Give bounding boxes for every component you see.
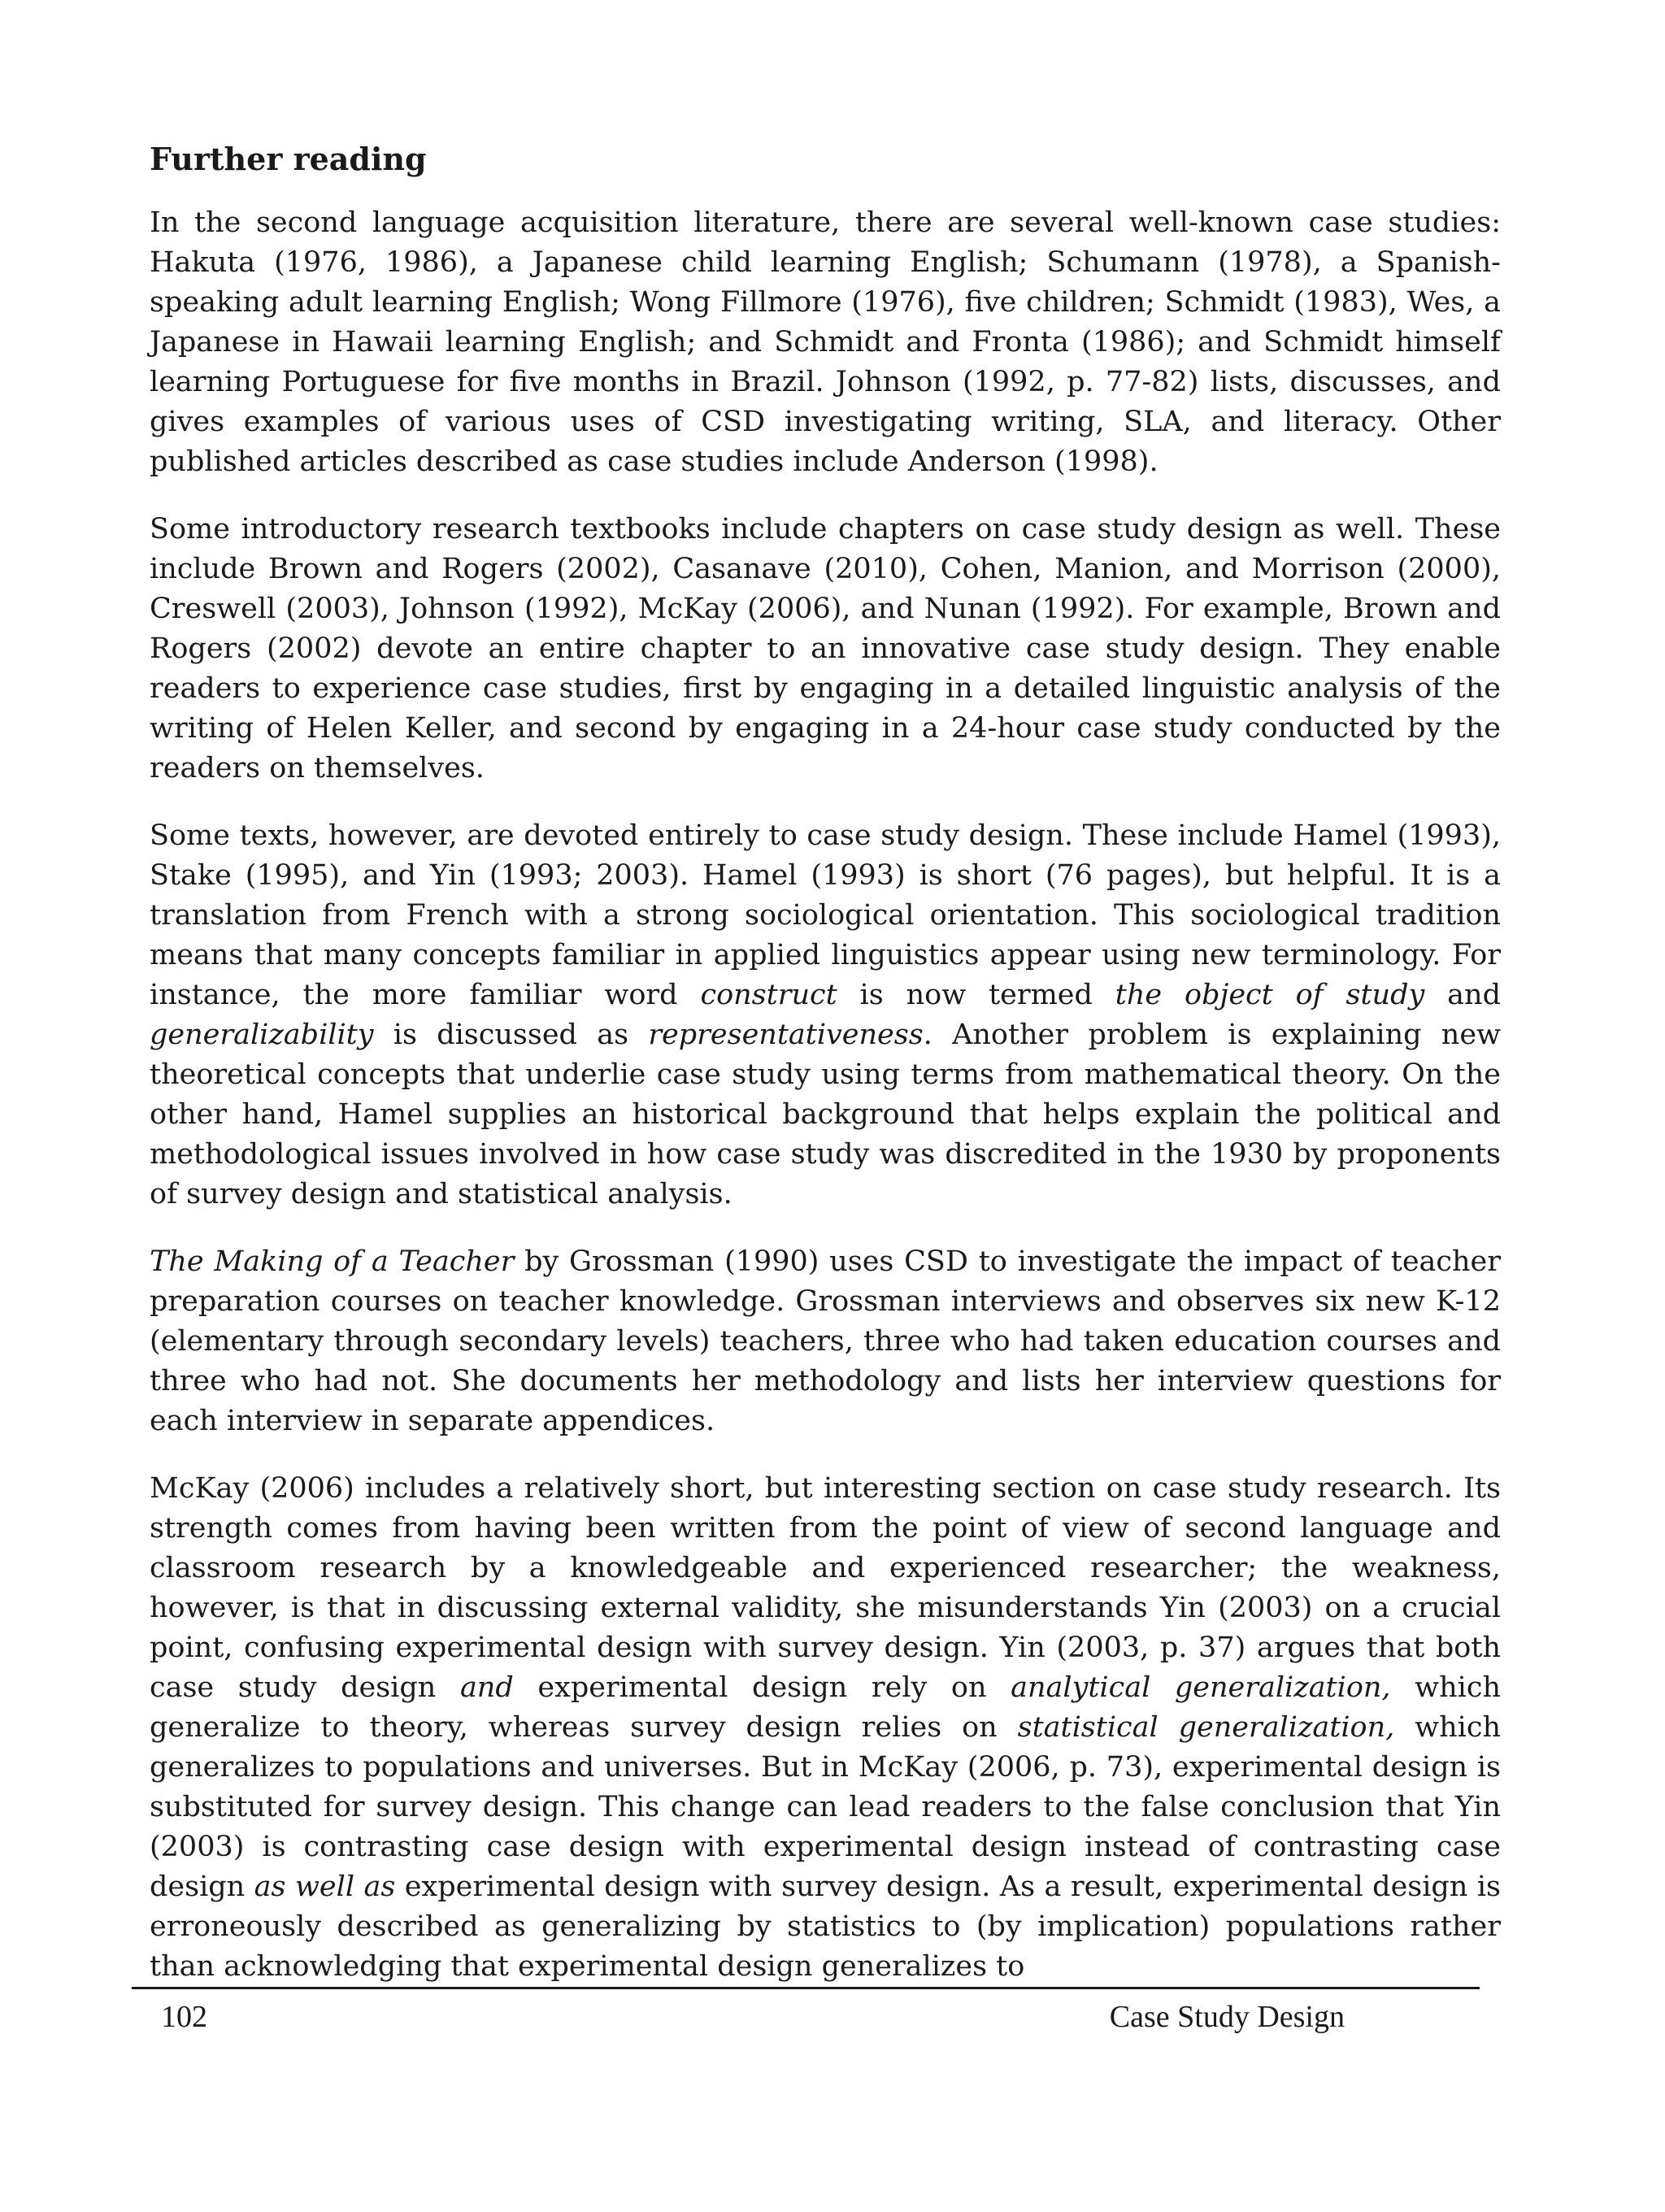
italic-term: representativeness <box>648 1019 924 1051</box>
paragraph-text: experimental design with survey design. As a result, experimental design is erroneously described as generalizing by statistics to (by implication) populations rather than acknowledging that experimental design generalizes to <box>150 1871 1501 1983</box>
book-title: The Making of a Teacher <box>150 1245 515 1278</box>
paragraph-text: McKay (2006) includes a relatively short, but interesting section on case study research. Its strength comes from having been written from the point of view of second language and classroom research by a knowledgeable and experienced researcher; the weakness, however, is that in discussing external validity, she misunderstands Yin (2003) on a crucial point, confusing experimental design with survey design. Yin (2003, p. 37) argues that both case study design <box>150 1472 1501 1704</box>
paragraph-sla-case-studies <box>150 203 1501 482</box>
paragraph-text: In the second language acquisition literature, there are several well-known case studies: Hakuta (1976, 1986), a Japanese child learning English; Schumann (1978), a Spanish-speaking adult learning English; Wong Fillmore (1976), five children; Schmidt (1983), Wes, a Japanese in Hawaii learning English; and Schmidt and Fronta (1986); and Schmidt himself learning Portuguese for five months in Brazil. Johnson (1992, p. 77-82) lists, discusses, and gives examples of various uses of CSD investigating writing, SLA, and literacy. Other published articles described as case studies include Anderson (1998). <box>150 206 1501 478</box>
page-number: 102 <box>161 2000 207 2034</box>
paragraph-text: Some introductory research textbooks include chapters on case study design as well. These include Brown and Rogers (2002), Casanave (2010), Cohen, Manion, and Morrison (2000), Creswell (2003), Johnson (1992), McKay (2006), and Nunan (1992). For example, Brown and Rogers (2002) devote an entire chapter to an innovative case study design. They enable readers to experience case studies, first by engaging in a detailed linguistic analysis of the writing of Helen Keller, and second by engaging in a 24-hour case study conducted by the readers on themselves. <box>150 513 1501 784</box>
paragraph-text: and <box>1424 979 1501 1011</box>
paragraph-text: which generalizes to populations and universes. But in McKay (2006, p. 73), experimental design is substituted for survey design. This change can lead readers to the false conclusion that Yin (2003) is contrasting case design with experimental design instead of contrasting case design <box>150 1711 1501 1903</box>
paragraph-devoted-texts <box>150 816 1501 1215</box>
section-heading: Further reading <box>150 141 427 177</box>
italic-term: construct <box>700 979 837 1011</box>
paragraph-introductory-textbooks <box>150 510 1501 789</box>
paragraph-text: Some texts, however, are devoted entirely to case study design. These include Hamel (1993), Stake (1995), and Yin (1993; 2003). Hamel (1993) is short (76 pages), but helpful. It is a translation from French with a strong sociological orientation. This sociological tradition means that many concepts familiar in applied linguistics appear using new terminology. For instance, the more familiar word <box>150 819 1501 1011</box>
paragraph-text: is now termed <box>837 979 1115 1011</box>
paragraph-text: is discussed as <box>373 1019 649 1051</box>
running-title: Case Study Design <box>1109 2000 1345 2034</box>
italic-term: as well as <box>254 1871 396 1903</box>
italic-term: statistical generalization, <box>1017 1711 1395 1744</box>
italic-term: generalizability <box>150 1019 374 1051</box>
italic-term: the object of study <box>1115 979 1425 1011</box>
paragraph-text: which generalize to theory, whereas survey design relies on <box>150 1671 1502 1744</box>
paragraph-text: by Grossman (1990) uses CSD to investigate the impact of teacher preparation courses on teacher knowledge. Grossman interviews and observes six new K-12 (elementary through secondary levels) teachers, three who had taken education courses and three who had not. She documents her methodology and lists her interview questions for each interview in separate appendices. <box>150 1245 1501 1437</box>
paragraph-text: experimental design rely on <box>513 1671 1011 1704</box>
italic-term: and <box>459 1671 514 1704</box>
footer-divider <box>132 1987 1480 1989</box>
paragraph-mckay <box>150 1469 1501 1987</box>
page-body <box>150 138 1501 2014</box>
paragraph-grossman <box>150 1242 1501 1441</box>
paragraph-text: . Another problem is explaining new theoretical concepts that underlie case study using terms from mathematical theory. On the other hand, Hamel supplies an historical background that helps explain the political and methodological issues involved in how case study was discredited in the 1930 by proponents of survey design and statistical analysis. <box>150 1019 1502 1210</box>
italic-term: analytical generalization, <box>1011 1671 1391 1704</box>
